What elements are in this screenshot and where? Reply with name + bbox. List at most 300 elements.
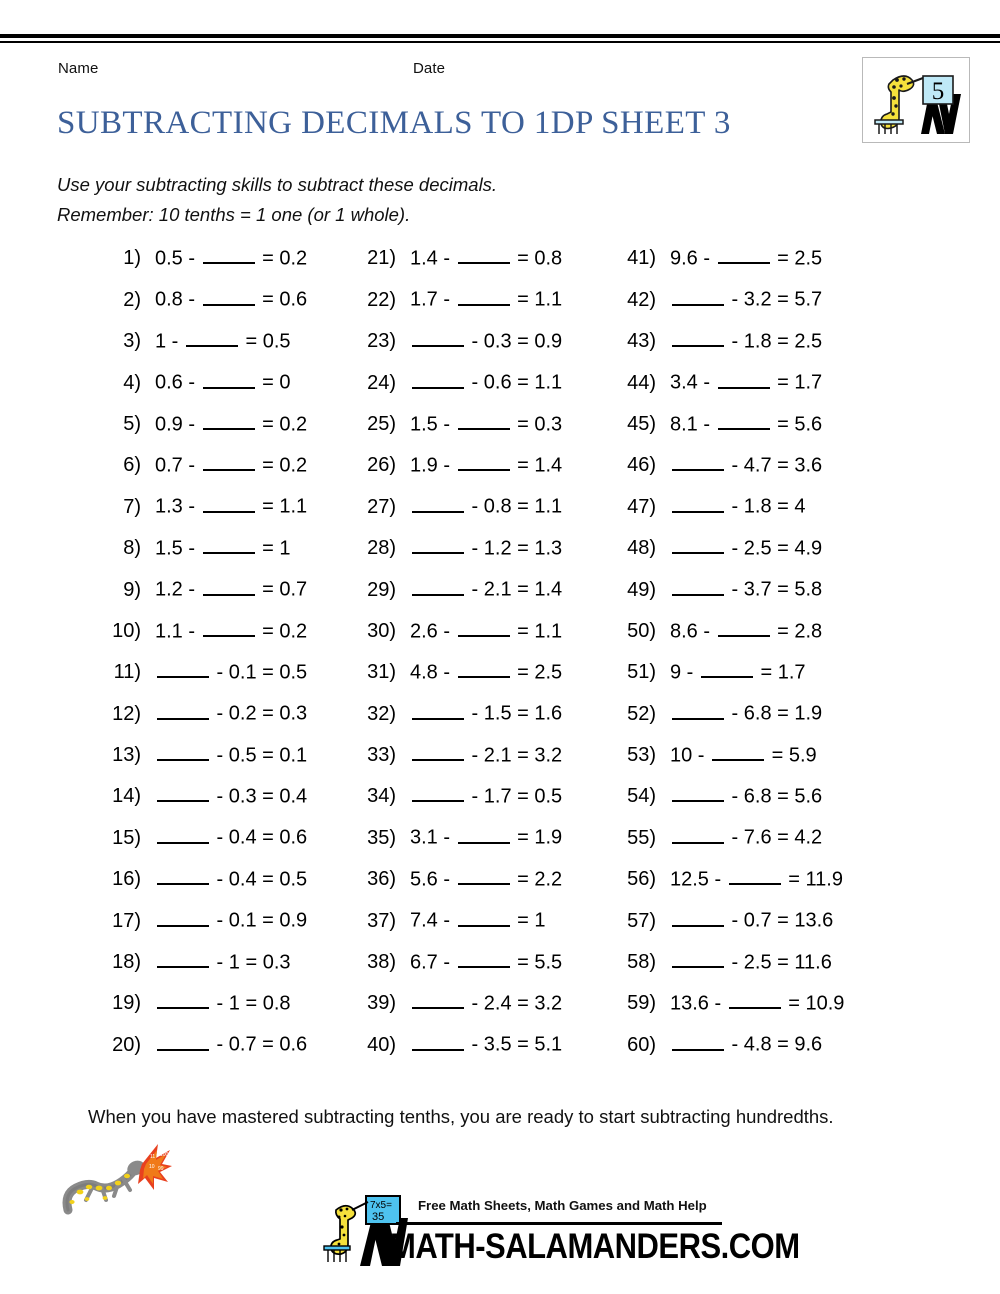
problem-expression <box>155 577 307 601</box>
footer-tagline: Free Math Sheets, Math Games and Math Help <box>418 1198 707 1213</box>
expression-tail: = 2.2 <box>511 868 563 891</box>
problem-expression <box>410 246 562 270</box>
answer-blank[interactable] <box>157 701 209 719</box>
problem-expression <box>155 950 291 974</box>
problem-item <box>610 494 895 518</box>
problem-item <box>95 825 350 849</box>
problem-expression <box>155 536 291 560</box>
problem-expression <box>155 908 307 932</box>
answer-blank[interactable] <box>412 370 464 388</box>
problem-item <box>350 908 610 932</box>
expression-tail: - 3.7 = 5.8 <box>726 578 823 601</box>
name-label: Name <box>58 60 99 77</box>
svg-text:99: 99 <box>158 1166 164 1172</box>
expression-tail: - 2.1 = 3.2 <box>466 744 563 767</box>
problem-number: 42) <box>627 288 656 311</box>
problem-item <box>610 619 895 643</box>
problem-item <box>610 991 895 1015</box>
problem-number: 12) <box>112 702 141 725</box>
expression-tail: = 1.7 <box>754 661 806 684</box>
expression-lead: 1.7 - <box>410 288 456 311</box>
problem-expression <box>410 412 562 436</box>
expression-tail: = 0.7 <box>256 578 308 601</box>
problem-item <box>610 660 895 684</box>
problem-item <box>610 743 895 767</box>
expression-tail: - 1.8 = 4 <box>726 495 806 518</box>
problem-number: 34) <box>367 785 396 808</box>
expression-lead: 1 - <box>155 330 184 353</box>
salamander-grade-badge-icon <box>863 58 969 142</box>
problem-row <box>95 867 895 908</box>
problem-number: 56) <box>627 868 656 891</box>
answer-blank[interactable] <box>458 246 510 264</box>
problem-number: 55) <box>627 826 656 849</box>
answer-blank[interactable] <box>412 784 464 802</box>
problem-expression <box>155 701 307 725</box>
problem-number: 4) <box>123 371 141 394</box>
problem-expression <box>410 370 562 394</box>
problem-item <box>610 701 895 725</box>
problem-row <box>95 370 895 411</box>
problem-item <box>95 287 350 311</box>
problem-number: 32) <box>367 702 396 725</box>
expression-lead: 1.2 - <box>155 578 201 601</box>
problem-expression <box>670 701 822 725</box>
expression-lead: 7.4 - <box>410 909 456 932</box>
expression-lead: 1.1 - <box>155 619 201 642</box>
problem-number: 59) <box>627 992 656 1015</box>
answer-blank[interactable] <box>157 950 209 968</box>
answer-blank[interactable] <box>458 867 510 885</box>
problem-number: 50) <box>627 619 656 642</box>
problem-row <box>95 1032 895 1073</box>
expression-tail: = 0.8 <box>511 247 563 270</box>
answer-blank[interactable] <box>157 825 209 843</box>
expression-tail: - 6.8 = 1.9 <box>726 702 823 725</box>
problem-expression <box>410 991 562 1015</box>
answer-blank[interactable] <box>203 494 255 512</box>
expression-tail: = 1.9 <box>511 826 563 849</box>
problem-number: 17) <box>112 909 141 932</box>
name-date-row <box>58 60 818 80</box>
footer-url[interactable]: MATH-SALAMANDERS.COM <box>390 1226 800 1267</box>
answer-blank[interactable] <box>157 867 209 885</box>
problem-item <box>95 412 350 436</box>
problem-row <box>95 453 895 494</box>
problem-expression <box>155 453 307 477</box>
problem-number: 57) <box>627 909 656 932</box>
problem-item <box>95 867 350 891</box>
answer-blank[interactable] <box>412 577 464 595</box>
problem-expression <box>410 577 562 601</box>
expression-tail: = 11.9 <box>782 868 843 891</box>
page-title: SUBTRACTING DECIMALS TO 1DP SHEET 3 <box>57 105 731 141</box>
expression-tail: - 6.8 = 5.6 <box>726 785 823 808</box>
answer-blank[interactable] <box>729 867 781 885</box>
problem-item <box>350 784 610 808</box>
expression-tail: - 0.3 = 0.9 <box>466 330 563 353</box>
expression-lead: 13.6 - <box>670 992 727 1015</box>
problem-expression <box>155 494 307 518</box>
answer-blank[interactable] <box>672 577 724 595</box>
expression-lead: 9.6 - <box>670 247 716 270</box>
answer-blank[interactable] <box>203 246 255 264</box>
problem-expression <box>670 577 822 601</box>
problem-row <box>95 412 895 453</box>
expression-tail: = 0 <box>256 371 291 394</box>
expression-tail: - 7.6 = 4.2 <box>726 826 823 849</box>
footer-logo <box>322 1192 800 1268</box>
answer-blank[interactable] <box>672 825 724 843</box>
problem-item <box>610 329 895 353</box>
expression-lead: 8.6 - <box>670 619 716 642</box>
expression-tail: = 1.7 <box>771 371 823 394</box>
problem-number: 24) <box>367 371 396 394</box>
problem-item <box>95 453 350 477</box>
expression-lead: 3.4 - <box>670 371 716 394</box>
problem-item <box>610 1032 895 1056</box>
expression-tail: = 1 <box>256 537 291 560</box>
problem-expression <box>670 287 822 311</box>
answer-blank[interactable] <box>672 908 724 926</box>
problem-row <box>95 660 895 701</box>
answer-blank[interactable] <box>458 825 510 843</box>
answer-blank[interactable] <box>157 991 209 1009</box>
problem-expression <box>670 867 843 891</box>
problem-expression <box>410 950 562 974</box>
problem-number: 21) <box>367 247 396 270</box>
answer-blank[interactable] <box>672 784 724 802</box>
problem-number: 36) <box>367 868 396 891</box>
problem-number: 1) <box>123 247 141 270</box>
instructions-block <box>57 170 497 230</box>
expression-lead: 0.8 - <box>155 288 201 311</box>
problem-number: 31) <box>367 661 396 684</box>
problem-number: 46) <box>627 454 656 477</box>
expression-tail: - 2.5 = 11.6 <box>726 951 832 974</box>
problem-item <box>350 494 610 518</box>
answer-blank[interactable] <box>203 370 255 388</box>
problem-item <box>350 329 610 353</box>
answer-blank[interactable] <box>412 494 464 512</box>
expression-tail: - 3.5 = 5.1 <box>466 1033 563 1056</box>
problem-expression <box>410 908 546 932</box>
problem-item <box>95 577 350 601</box>
answer-blank[interactable] <box>458 950 510 968</box>
problem-item <box>95 743 350 767</box>
expression-lead: 1.9 - <box>410 454 456 477</box>
problem-grid <box>95 246 895 1074</box>
problem-expression <box>410 743 562 767</box>
problem-expression <box>670 453 822 477</box>
answer-blank[interactable] <box>203 619 255 637</box>
problem-item <box>610 370 895 394</box>
expression-tail: = 0.5 <box>239 330 291 353</box>
problem-item <box>350 619 610 643</box>
expression-lead: 8.1 - <box>670 412 716 435</box>
answer-blank[interactable] <box>203 577 255 595</box>
svg-text:7x5=: 7x5= <box>370 1200 392 1211</box>
problem-number: 6) <box>123 454 141 477</box>
problem-item <box>350 743 610 767</box>
problem-item <box>95 784 350 808</box>
problem-number: 19) <box>112 992 141 1015</box>
expression-lead: 1.5 - <box>410 412 456 435</box>
problem-item <box>95 619 350 643</box>
header-rule-thick <box>0 34 1000 38</box>
problem-expression <box>410 784 562 808</box>
svg-text:11: 11 <box>150 1154 156 1160</box>
problem-expression <box>155 867 307 891</box>
expression-tail: = 2.8 <box>771 619 823 642</box>
fire-breathing-salamander-icon <box>62 1136 172 1222</box>
expression-lead: 4.8 - <box>410 661 456 684</box>
answer-blank[interactable] <box>203 536 255 554</box>
expression-lead: 9 - <box>670 661 699 684</box>
problem-expression <box>670 619 822 643</box>
answer-blank[interactable] <box>672 1032 724 1050</box>
problem-expression <box>670 1032 822 1056</box>
header-rule-thin <box>0 41 1000 43</box>
answer-blank[interactable] <box>718 246 770 264</box>
problem-row <box>95 743 895 784</box>
answer-blank[interactable] <box>458 412 510 430</box>
answer-blank[interactable] <box>672 701 724 719</box>
expression-tail: = 1 <box>511 909 546 932</box>
problem-number: 18) <box>112 951 141 974</box>
answer-blank[interactable] <box>458 908 510 926</box>
expression-tail: - 0.4 = 0.6 <box>211 826 308 849</box>
problem-row <box>95 991 895 1032</box>
problem-expression <box>155 246 307 270</box>
expression-tail: - 0.2 = 0.3 <box>211 702 308 725</box>
expression-tail: = 5.5 <box>511 951 563 974</box>
answer-blank[interactable] <box>701 660 753 678</box>
problem-item <box>610 908 895 932</box>
answer-blank[interactable] <box>412 701 464 719</box>
problem-expression <box>670 370 822 394</box>
problem-number: 2) <box>123 288 141 311</box>
header-divider-rule <box>0 34 1000 43</box>
problem-row <box>95 619 895 660</box>
problem-number: 58) <box>627 951 656 974</box>
expression-tail: = 2.5 <box>771 247 823 270</box>
answer-blank[interactable] <box>718 370 770 388</box>
problem-item <box>350 246 610 270</box>
expression-tail: - 1 = 0.3 <box>211 951 291 974</box>
problem-number: 43) <box>627 330 656 353</box>
answer-blank[interactable] <box>203 453 255 471</box>
problem-number: 30) <box>367 619 396 642</box>
problem-number: 37) <box>367 909 396 932</box>
expression-lead: 0.5 - <box>155 247 201 270</box>
problem-row <box>95 536 895 577</box>
date-label: Date <box>413 60 446 77</box>
problem-item <box>350 825 610 849</box>
problem-row <box>95 825 895 866</box>
answer-blank[interactable] <box>412 743 464 761</box>
problem-item <box>350 287 610 311</box>
problem-number: 3) <box>123 330 141 353</box>
expression-lead: 12.5 - <box>670 868 727 891</box>
answer-blank[interactable] <box>186 329 238 347</box>
answer-blank[interactable] <box>203 287 255 305</box>
expression-tail: - 3.2 = 5.7 <box>726 288 823 311</box>
problem-number: 26) <box>367 454 396 477</box>
instruction-line-1: Use your subtracting skills to subtract these decimals. <box>57 174 498 195</box>
problem-number: 23) <box>367 330 396 353</box>
expression-tail: - 2.4 = 3.2 <box>466 992 563 1015</box>
answer-blank[interactable] <box>672 950 724 968</box>
expression-tail: = 1.1 <box>256 495 308 518</box>
answer-blank[interactable] <box>157 660 209 678</box>
answer-blank[interactable] <box>458 660 510 678</box>
problem-item <box>95 950 350 974</box>
problem-item <box>610 825 895 849</box>
problem-expression <box>155 991 291 1015</box>
problem-item <box>350 370 610 394</box>
problem-expression <box>670 991 844 1015</box>
expression-tail: - 1.7 = 0.5 <box>466 785 563 808</box>
svg-text:5: 5 <box>931 78 945 105</box>
problem-item <box>350 867 610 891</box>
problem-item <box>350 536 610 560</box>
expression-tail: - 0.7 = 13.6 <box>726 909 834 932</box>
problem-expression <box>670 950 832 974</box>
expression-tail: - 0.6 = 1.1 <box>466 371 563 394</box>
expression-lead: 5.6 - <box>410 868 456 891</box>
problem-row <box>95 246 895 287</box>
problem-expression <box>670 825 822 849</box>
problem-expression <box>155 825 307 849</box>
problem-expression <box>670 660 806 684</box>
problem-item <box>350 1032 610 1056</box>
expression-tail: = 2.5 <box>511 661 563 684</box>
problem-item <box>350 660 610 684</box>
answer-blank[interactable] <box>718 412 770 430</box>
answer-blank[interactable] <box>458 453 510 471</box>
problem-number: 54) <box>627 785 656 808</box>
problem-number: 7) <box>123 495 141 518</box>
answer-blank[interactable] <box>458 287 510 305</box>
answer-blank[interactable] <box>718 619 770 637</box>
problem-number: 25) <box>367 412 396 435</box>
problem-row <box>95 950 895 991</box>
problem-number: 53) <box>627 744 656 767</box>
problem-expression <box>410 494 562 518</box>
problem-expression <box>155 619 307 643</box>
answer-blank[interactable] <box>672 494 724 512</box>
expression-tail: - 0.7 = 0.6 <box>211 1033 308 1056</box>
problem-item <box>95 246 350 270</box>
answer-blank[interactable] <box>712 743 764 761</box>
expression-lead: 2.6 - <box>410 619 456 642</box>
expression-tail: - 0.8 = 1.1 <box>466 495 563 518</box>
expression-tail: - 4.8 = 9.6 <box>726 1033 823 1056</box>
problem-number: 20) <box>112 1033 141 1056</box>
answer-blank[interactable] <box>412 536 464 554</box>
expression-lead: 6.7 - <box>410 951 456 974</box>
problem-number: 39) <box>367 992 396 1015</box>
expression-tail: - 0.4 = 0.5 <box>211 868 308 891</box>
problem-expression <box>155 287 307 311</box>
problem-expression <box>155 329 291 353</box>
problem-item <box>610 536 895 560</box>
expression-tail: - 1.8 = 2.5 <box>726 330 823 353</box>
problem-number: 35) <box>367 826 396 849</box>
expression-tail: - 1.5 = 1.6 <box>466 702 563 725</box>
answer-blank[interactable] <box>672 287 724 305</box>
answer-blank[interactable] <box>157 1032 209 1050</box>
expression-lead: 1.4 - <box>410 247 456 270</box>
expression-tail: = 5.9 <box>766 744 817 767</box>
problem-item <box>610 950 895 974</box>
instruction-line-2: Remember: 10 tenths = 1 one (or 1 whole). <box>57 204 411 225</box>
problem-item <box>95 1032 350 1056</box>
answer-blank[interactable] <box>157 743 209 761</box>
problem-item <box>350 701 610 725</box>
answer-blank[interactable] <box>412 991 464 1009</box>
problem-number: 10) <box>112 619 141 642</box>
expression-lead: 0.6 - <box>155 371 201 394</box>
expression-tail: = 0.2 <box>256 247 308 270</box>
expression-lead: 0.7 - <box>155 454 201 477</box>
answer-blank[interactable] <box>458 619 510 637</box>
svg-text:100: 100 <box>160 1152 169 1158</box>
expression-tail: - 1.2 = 1.3 <box>466 537 563 560</box>
problem-expression <box>155 1032 307 1056</box>
problem-expression <box>155 370 291 394</box>
problem-expression <box>670 246 822 270</box>
answer-blank[interactable] <box>672 329 724 347</box>
expression-lead: 1.3 - <box>155 495 201 518</box>
expression-lead: 3.1 - <box>410 826 456 849</box>
problem-item <box>610 412 895 436</box>
answer-blank[interactable] <box>672 453 724 471</box>
answer-blank[interactable] <box>203 412 255 430</box>
problem-number: 48) <box>627 537 656 560</box>
problem-number: 52) <box>627 702 656 725</box>
problem-expression <box>410 867 562 891</box>
problem-expression <box>155 743 307 767</box>
answer-blank[interactable] <box>412 1032 464 1050</box>
problem-number: 29) <box>367 578 396 601</box>
problem-expression <box>670 784 822 808</box>
problem-expression <box>670 743 817 767</box>
answer-blank[interactable] <box>157 908 209 926</box>
problem-item <box>610 453 895 477</box>
problem-expression <box>410 329 562 353</box>
problem-number: 28) <box>367 537 396 560</box>
problem-number: 16) <box>112 868 141 891</box>
problem-item <box>350 950 610 974</box>
problem-number: 49) <box>627 578 656 601</box>
answer-blank[interactable] <box>157 784 209 802</box>
answer-blank[interactable] <box>672 536 724 554</box>
problem-expression <box>410 287 562 311</box>
expression-tail: = 1.1 <box>511 288 563 311</box>
answer-blank[interactable] <box>412 329 464 347</box>
problem-expression <box>155 660 307 684</box>
problem-expression <box>410 619 562 643</box>
problem-item <box>95 536 350 560</box>
problem-item <box>610 287 895 311</box>
expression-tail: = 0.2 <box>256 619 308 642</box>
problem-item <box>95 991 350 1015</box>
answer-blank[interactable] <box>729 991 781 1009</box>
problem-number: 8) <box>123 537 141 560</box>
problem-item <box>350 577 610 601</box>
